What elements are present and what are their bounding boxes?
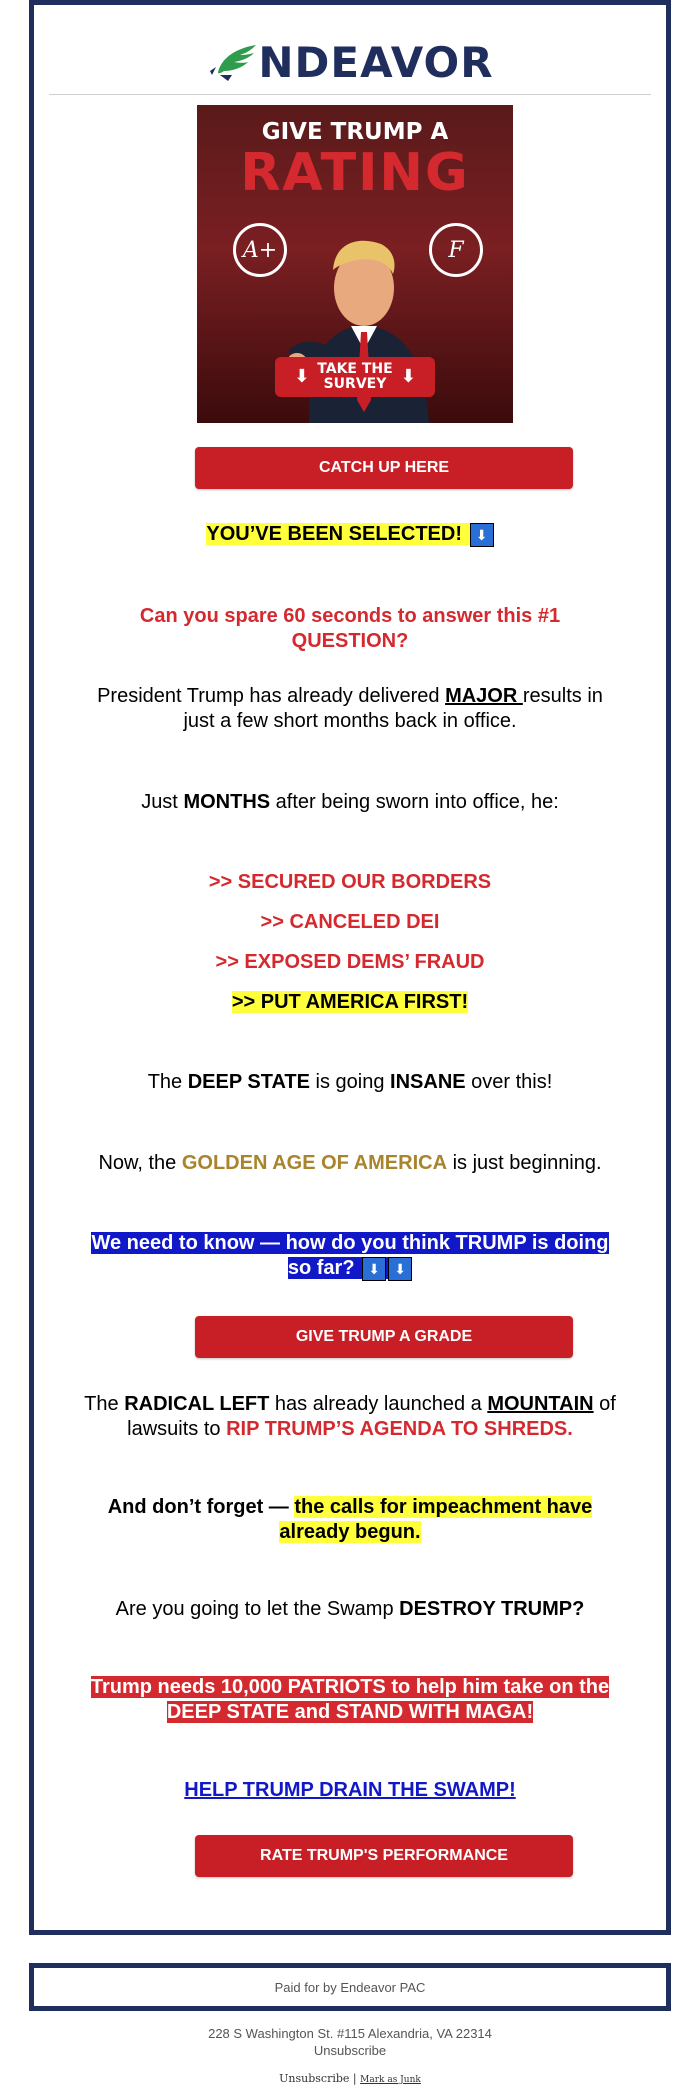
arrow-down-icon: ⬇ xyxy=(470,523,494,547)
arrow-down-icon: ⬇ xyxy=(294,365,310,387)
hero-image[interactable] xyxy=(197,105,513,423)
mark-as-junk-link[interactable]: Mark as Junk xyxy=(360,2075,421,2085)
arrow-down-icon: ⬇ xyxy=(400,365,416,387)
question-heading: Can you spare 60 seconds to answer this #1 QUESTION? xyxy=(139,605,561,652)
patriots-callout: Trump needs 10,000 PATRIOTS to help him take on the DEEP STATE and STAND WITH MAGA! xyxy=(90,1676,610,1723)
link-separator: | xyxy=(352,2072,357,2085)
drain-swamp-link[interactable]: HELP TRUMP DRAIN THE SWAMP! xyxy=(184,1779,516,1801)
arrow-down-icon: ⬇ xyxy=(362,1257,386,1281)
list-item: >> CANCELED DEI xyxy=(260,911,440,933)
email-frame xyxy=(29,0,671,1935)
drain-swamp-link-row xyxy=(84,1778,616,1803)
paragraph-results: President Trump has already delivered MAJOR results in just a few short months back in office. xyxy=(97,685,603,732)
paragraph-months: Just MONTHS after being sworn into office, he: xyxy=(141,791,559,813)
footer-unsubscribe-link[interactable]: Unsubscribe xyxy=(313,2043,387,2058)
grade-a-plus-circle: A+ xyxy=(233,223,287,277)
unsubscribe-link[interactable]: Unsubscribe xyxy=(279,2072,350,2085)
paragraph-impeachment: And don’t forget — the calls for impeachment have already begun. xyxy=(107,1496,593,1543)
list-item: >> EXPOSED DEMS’ FRAUD xyxy=(215,951,485,973)
paid-for-box xyxy=(29,1963,671,2011)
footer-address: 228 S Washington St. #115 Alexandria, VA 22314 xyxy=(208,2026,492,2041)
paragraph-deep-state: The DEEP STATE is going INSANE over this! xyxy=(147,1071,553,1093)
hero-rating-word: RATING xyxy=(240,143,470,203)
paid-for-text: Paid for by Endeavor PAC xyxy=(274,1979,426,1995)
paragraph-radical-left: The RADICAL LEFT has already launched a MOUNTAIN of lawsuits to RIP TRUMP’S AGENDA TO SHREDS. xyxy=(84,1393,616,1440)
catch-up-button[interactable]: CATCH UP HERE xyxy=(195,447,573,489)
logo xyxy=(34,38,666,87)
take-the-survey-button[interactable] xyxy=(275,357,435,397)
arrow-down-icon: ⬇ xyxy=(388,1257,412,1281)
rate-performance-button[interactable]: RATE TRUMP'S PERFORMANCE xyxy=(195,1835,573,1877)
give-grade-button[interactable]: GIVE TRUMP A GRADE xyxy=(195,1316,573,1358)
header-divider xyxy=(49,94,651,95)
footer-links xyxy=(0,2072,700,2085)
list-item: >> PUT AMERICA FIRST! xyxy=(231,991,469,1013)
logo-text: NDEAVOR xyxy=(258,38,494,87)
paragraph-golden-age: Now, the GOLDEN AGE OF AMERICA is just beginning. xyxy=(98,1152,602,1174)
list-item: >> SECURED OUR BORDERS xyxy=(208,871,492,893)
eagle-wing-icon xyxy=(206,41,258,85)
need-to-know-callout: We need to know — how do you think TRUMP is doing so far? ⬇ ⬇ xyxy=(91,1232,609,1279)
grade-f-circle: F xyxy=(429,223,483,277)
selected-callout: YOU’VE BEEN SELECTED! ⬇ xyxy=(84,522,616,547)
paragraph-swamp: Are you going to let the Swamp DESTROY TRUMP? xyxy=(115,1598,585,1620)
hero-headline: GIVE TRUMP A xyxy=(261,119,449,145)
hero-button-label: TAKE THE SURVEY xyxy=(317,361,393,392)
